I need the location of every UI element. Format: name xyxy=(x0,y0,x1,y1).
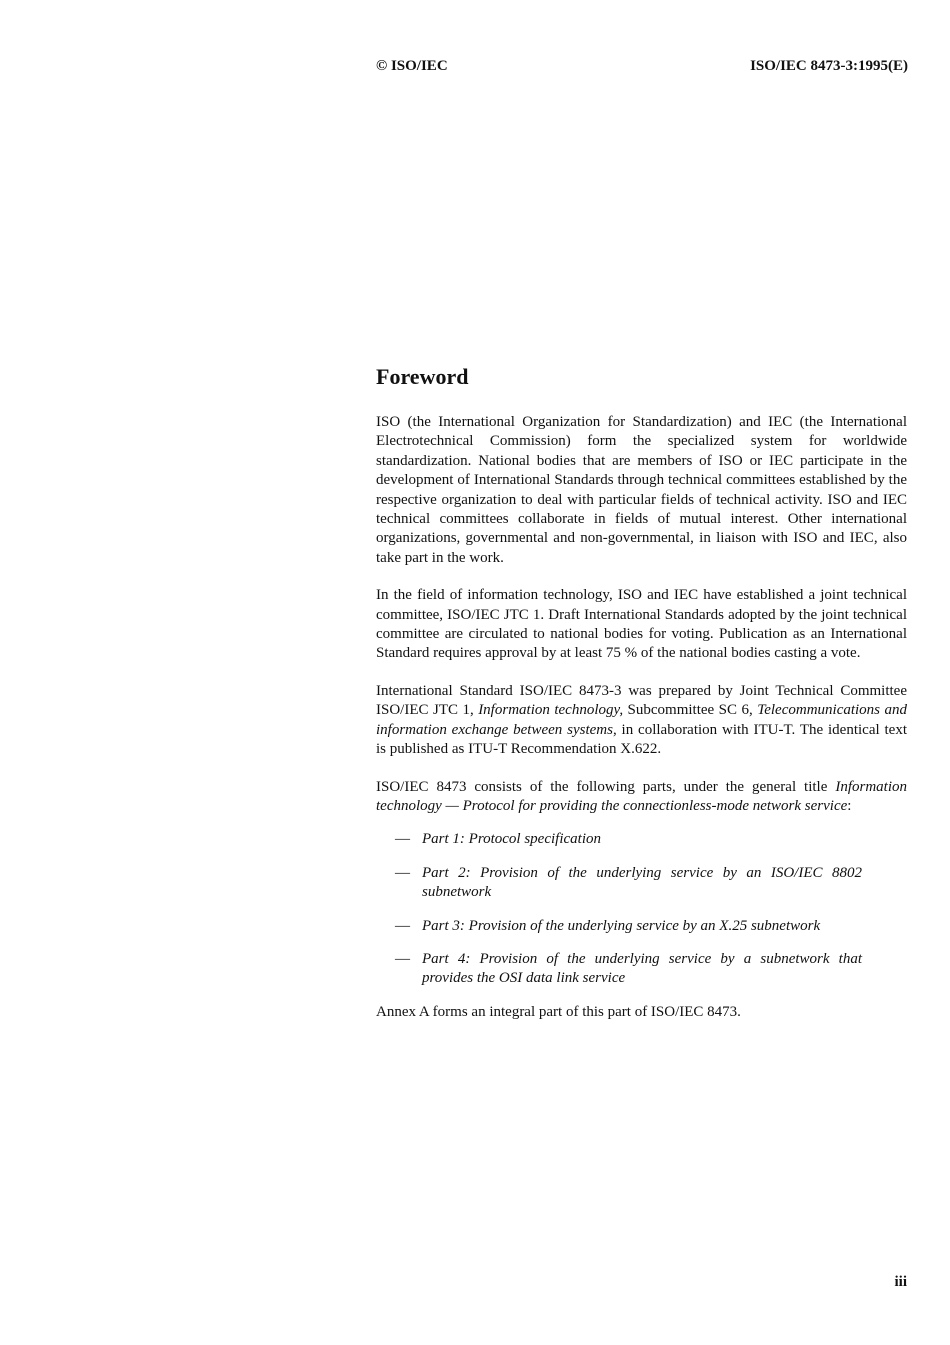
list-item xyxy=(376,950,907,989)
list-dash: — xyxy=(395,950,410,967)
parts-list xyxy=(376,830,907,988)
paragraph-annex: Annex A forms an integral part of this part of ISO/IEC 8473. xyxy=(376,1003,741,1020)
part-1-title: Part 1: Protocol specification xyxy=(422,831,601,848)
list-dash: — xyxy=(395,864,410,881)
header-document-id: ISO/IEC 8473-3:1995(E) xyxy=(750,58,908,74)
part-4-title: Part 4: Provision of the underlying service by a subnetwork that provides the OSI data link service xyxy=(422,950,862,987)
header-copyright: © ISO/IEC xyxy=(376,58,448,74)
parts-intro-text: ISO/IEC 8473 consists of the following parts, under the general title xyxy=(376,778,836,795)
preparation-text-2: Subcommittee SC 6, xyxy=(623,702,758,719)
paragraph-preparation xyxy=(376,682,907,760)
list-dash: — xyxy=(395,917,410,934)
parts-intro-colon: : xyxy=(847,797,852,814)
paragraph-parts-intro xyxy=(376,778,907,817)
preparation-subcommittee-title: Telecommunications and information exchange between systems xyxy=(376,702,907,738)
list-dash: — xyxy=(395,831,410,848)
part-2-title: Part 2: Provision of the underlying service by an ISO/IEC 8802 subnetwork xyxy=(422,864,862,901)
paragraph-iso-iec-intro: ISO (the International Organization for Standardization) and IEC (the International Electrotechnical Commission) form the specialized system for worldwide standardization. National bodies that are members of ISO or IEC participate in the development of International Standards through technical committees established by the respective organization to deal with particular fields of technical activity. ISO and IEC technical committees collaborate in fields of mutual interest. Other international organizations, governmental and non-governmental, in liaison with ISO and IEC, also take part in the work. xyxy=(376,414,907,566)
preparation-committee-title: Information technology, xyxy=(478,702,624,719)
part-3-title: Part 3: Provision of the underlying service by an X.25 subnetwork xyxy=(422,917,821,934)
paragraph-jtc1: In the field of information technology, ISO and IEC have established a joint technical committee, ISO/IEC JTC 1. Draft International Standards adopted by the joint technical committee are circulated to national bodies for voting. Publication as an International Standard requires approval by at least 75 % of the national bodies casting a vote. xyxy=(376,587,907,662)
foreword-body xyxy=(376,413,907,1040)
list-item xyxy=(376,864,907,903)
preparation-text-3: , in collaboration with ITU-T. The identical text is published as ITU-T Recommendation X.622. xyxy=(376,721,907,758)
page-title: Foreword xyxy=(376,364,469,389)
page-number: iii xyxy=(894,1274,907,1290)
list-item xyxy=(376,917,907,936)
general-title: Information technology — Protocol for providing the connectionless-mode network service xyxy=(376,778,907,814)
list-item xyxy=(376,830,907,849)
preparation-text-1: International Standard ISO/IEC 8473-3 was prepared by Joint Technical Committee ISO/IEC JTC 1, xyxy=(376,682,907,719)
